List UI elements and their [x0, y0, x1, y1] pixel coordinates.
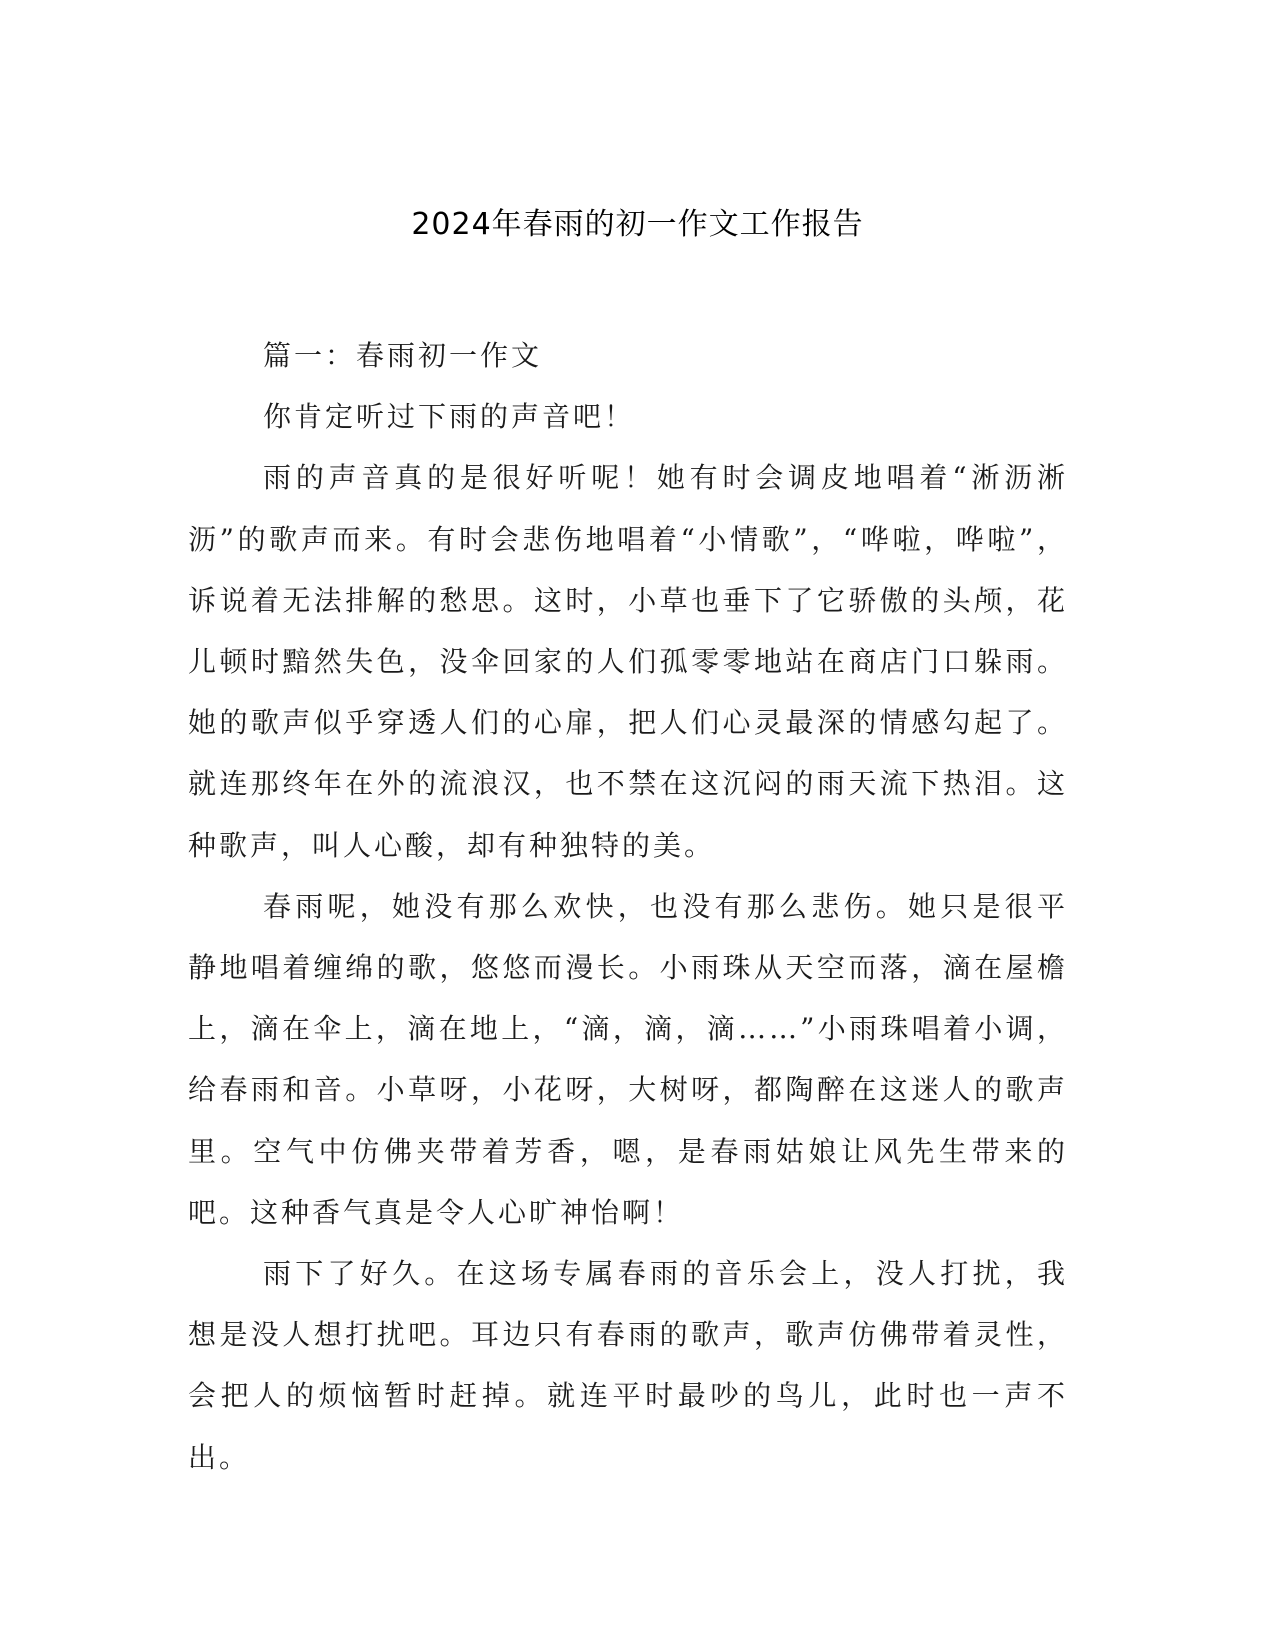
paragraph: 雨下了好久。在这场专属春雨的音乐会上，没人打扰，我想是没人想打扰吧。耳边只有春雨的歌声，歌声仿佛带着灵性，会把人的烦恼暂时赶掉。就连平时最吵的鸟儿，此时也一声不出。	[188, 1257, 1068, 1474]
paragraph: 春雨呢，她没有那么欢快，也没有那么悲伤。她只是很平静地唱着缠绵的歌，悠悠而漫长。小雨珠从天空而落，滴在屋檐上，滴在伞上，滴在地上，“滴，滴，滴……”小雨珠唱着小调，给春雨和音。小草呀，小花呀，大树呀，都陶醉在这迷人的歌声里。空气中仿佛夹带着芳香，嗯，是春雨姑娘让风先生带来的吧。这种香气真是令人心旷神怡啊！	[188, 889, 1068, 1229]
paragraph: 雨的声音真的是很好听呢！她有时会调皮地唱着“淅沥淅沥”的歌声而来。有时会悲伤地唱着“小情歌”，“哗啦，哗啦”，诉说着无法排解的愁思。这时，小草也垂下了它骄傲的头颅，花儿顿时黯然失色，没伞回家的人们孤零零地站在商店门口躲雨。她的歌声似乎穿透人们的心扉，把人们心灵最深的情感勾起了。就连那终年在外的流浪汉，也不禁在这沉闷的雨天流下热泪。这种歌声，叫人心酸，却有种独特的美。	[188, 461, 1068, 862]
section-heading: 篇一：春雨初一作文	[263, 339, 543, 372]
document-title: 2024年春雨的初一作文工作报告	[411, 207, 864, 242]
paragraph: 你肯定听过下雨的声音吧！	[263, 400, 636, 434]
document-body	[188, 325, 1068, 1488]
